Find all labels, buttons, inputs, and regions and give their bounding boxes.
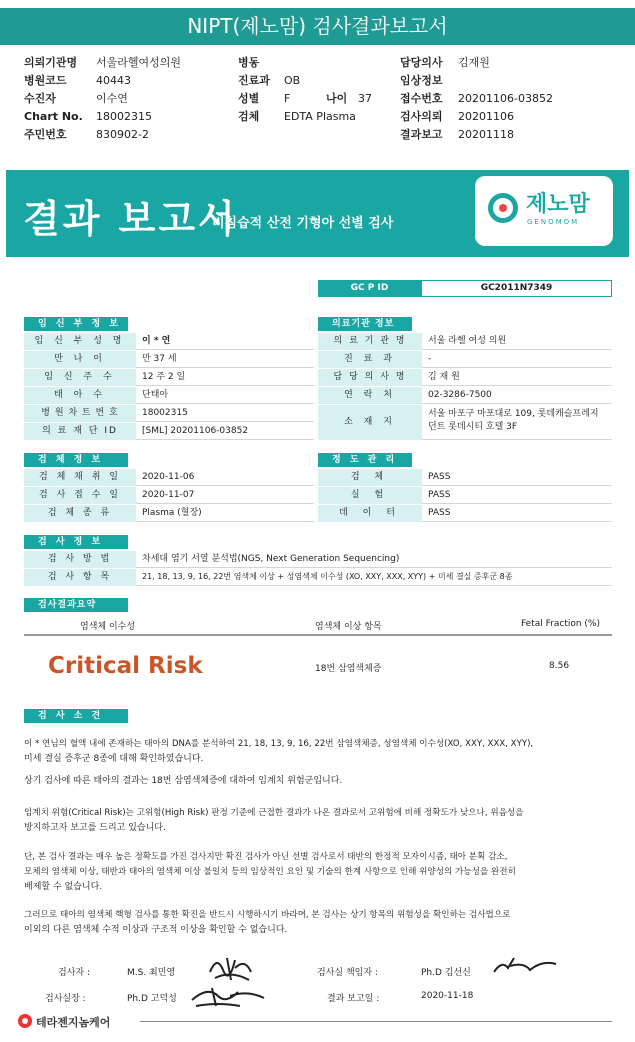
table-row — [318, 368, 612, 386]
address-line-1: 서울 마포구 마포대로 109, 롯데캐슬프레지 — [428, 409, 599, 419]
report-title: NIPT(제노맘) 검사결과보고서 — [0, 8, 635, 45]
address-line-2: 던트 롯데시티 호텔 3F — [428, 422, 518, 432]
summary-col-2: 염색체 이상 항목 — [315, 622, 382, 632]
row-value: 만 37 세 — [136, 350, 314, 368]
table-row — [318, 332, 612, 350]
table-row — [24, 332, 314, 350]
banner-subtitle: 비침습적 산전 기형아 선별 검사 — [212, 216, 394, 231]
id-label: 주민번호 — [24, 128, 67, 141]
logo-text: 제노맘 — [526, 192, 590, 217]
table-row — [24, 468, 314, 486]
request-value: 20201106 — [458, 110, 514, 123]
table-row — [318, 468, 612, 486]
finding-paragraph-5 — [24, 908, 614, 938]
test-section-title: 검 사 정 보 — [24, 535, 128, 549]
finding-line: 이 * 연님의 혈액 내에 존재하는 태아의 DNA를 분석하여 21, 18, 13, 9, 16, 22번 삼염색체증, 성염색체 이수성(XO, XXY, XXX, XYY), — [24, 739, 534, 749]
row-value: [SML] 20201106-03852 — [136, 422, 314, 440]
row-label: 검 체 채 취 일 — [24, 468, 136, 486]
test-table — [24, 550, 612, 586]
summary-col-3: Fetal Fraction (%) — [521, 619, 600, 629]
row-label: 임 신 주 수 — [24, 368, 136, 386]
dept-label: 진료과 — [238, 74, 270, 87]
specimen-value: EDTA Plasma — [284, 110, 356, 123]
row-value: 단태아 — [136, 386, 314, 404]
address-value — [422, 404, 612, 440]
row-value: PASS — [422, 504, 612, 522]
logo-subtext: GENOMOM — [527, 218, 580, 226]
row-label: 의 료 기 관 명 — [318, 332, 422, 350]
table-row — [318, 504, 612, 522]
row-value: PASS — [422, 486, 612, 504]
chart-label: Chart No. — [24, 110, 83, 123]
row-value: - — [422, 350, 612, 368]
receipt-label: 접수번호 — [400, 92, 443, 105]
row-value: 서울 라헬 여성 의원 — [422, 332, 612, 350]
report-date-label: 결과보고 — [400, 128, 443, 141]
patient-table — [24, 332, 314, 440]
patient-label: 수진자 — [24, 92, 56, 105]
clinic-table — [318, 332, 612, 440]
row-label: 소 재 지 — [318, 404, 422, 440]
age-label: 나이 — [326, 92, 348, 105]
table-row — [24, 486, 314, 504]
finding-line: 미세 결실 증후군 8종에 대해 확인하였습니다. — [24, 754, 204, 764]
logo-dot-icon — [499, 204, 507, 212]
table-row — [24, 550, 612, 568]
id-value: 830902-2 — [96, 128, 149, 141]
row-label: 진 료 과 — [318, 350, 422, 368]
header-col-3 — [400, 54, 553, 144]
row-value: 이 * 연 — [136, 332, 314, 350]
table-row — [24, 404, 314, 422]
abnormal-item: 18번 삼염색체증 — [315, 664, 382, 674]
row-label: 만 나 이 — [24, 350, 136, 368]
finding-paragraph-4 — [24, 850, 614, 895]
director-label: 검사실장 : — [45, 994, 86, 1004]
row-label: 검 사 방 법 — [24, 550, 136, 568]
hospital-label: 의뢰기관명 — [24, 56, 78, 69]
table-row — [24, 422, 314, 440]
table-row — [24, 504, 314, 522]
gcpid-value: GC2011N7349 — [421, 280, 612, 297]
responsible-label: 검사실 책임자 : — [317, 968, 378, 978]
row-value: 12 주 2 일 — [136, 368, 314, 386]
company-logo-dot-icon — [22, 1018, 28, 1024]
row-label: 태 아 수 — [24, 386, 136, 404]
row-label: 데 이 터 — [318, 504, 422, 522]
director-signature-icon — [188, 980, 268, 1014]
finding-paragraph-3 — [24, 806, 614, 836]
row-value: 2020-11-06 — [136, 468, 314, 486]
header-col-2 — [238, 54, 372, 126]
table-row — [24, 350, 314, 368]
table-row — [318, 404, 612, 440]
row-value: 18002315 — [136, 404, 314, 422]
specimen-label: 검체 — [238, 110, 260, 123]
company-name: 테라젠지놈케어 — [36, 1016, 111, 1029]
footer-divider — [140, 1021, 612, 1022]
row-label: 실 험 — [318, 486, 422, 504]
row-value: 02-3286-7500 — [422, 386, 612, 404]
table-row — [24, 568, 612, 586]
table-row — [24, 368, 314, 386]
header-col-1 — [24, 54, 181, 144]
summary-col-1: 염색체 이수성 — [80, 622, 136, 632]
sex-value: F — [284, 92, 291, 105]
clinical-label: 임상정보 — [400, 74, 443, 87]
specimen-section-title: 검 체 정 보 — [24, 453, 128, 467]
director-name: Ph.D 고덕성 — [127, 994, 177, 1004]
risk-result: Critical Risk — [48, 653, 203, 679]
table-row — [318, 386, 612, 404]
tester-name: M.S. 최민영 — [127, 968, 176, 978]
report-date-value: 20201118 — [458, 128, 514, 141]
row-label: 연 락 처 — [318, 386, 422, 404]
row-label: 병 원 차 트 번 호 — [24, 404, 136, 422]
clinic-section-title: 의료기관 정보 — [318, 317, 412, 331]
finding-line: 임계치 위험(Critical Risk)는 고위험(High Risk) 판정 기준에 근접한 결과가 나온 결과로서 고위험에 비해 정확도가 낮으나, 위음성을 — [24, 808, 524, 818]
responsible-name: Ph.D 김선신 — [421, 968, 471, 978]
patient-section-title: 임 신 부 정 보 — [24, 317, 128, 331]
row-label: 임 신 부 성 명 — [24, 332, 136, 350]
finding-paragraph-2: 상기 검사에 따른 태아의 결과는 18번 삼염색체증에 대하여 임계치 위험군입니다. — [24, 776, 343, 786]
findings-section-title: 검 사 소 견 — [24, 709, 128, 723]
row-label: 의 료 재 단 ID — [24, 422, 136, 440]
finding-line: 이외의 다른 염색체 수적 이상과 구조적 이상을 확인할 수 없습니다. — [24, 925, 288, 935]
doctor-value: 김재원 — [458, 56, 490, 69]
receipt-value: 20201106-03852 — [458, 92, 553, 105]
request-label: 검사의뢰 — [400, 110, 443, 123]
finding-line: 그러므로 태아의 염색체 핵형 검사를 통한 확진을 반드시 시행하시기 바라며, 본 검사는 상기 항목의 위험성을 확인하는 검사법으로 — [24, 910, 511, 920]
banner-title: 결과 보고서 — [23, 197, 238, 241]
report-date-label-footer: 결과 보고일 : — [327, 994, 380, 1004]
hospital-code-value: 40443 — [96, 74, 131, 87]
specimen-table — [24, 468, 314, 522]
row-value: 김 재 원 — [422, 368, 612, 386]
row-value: 차세대 염기 서열 분석법(NGS, Next Generation Sequencing) — [136, 550, 612, 568]
row-value: 2020-11-07 — [136, 486, 314, 504]
table-row — [318, 350, 612, 368]
table-row — [24, 386, 314, 404]
patient-value: 이수연 — [96, 92, 128, 105]
report-date-footer: 2020-11-18 — [421, 991, 474, 1001]
chart-value: 18002315 — [96, 110, 152, 123]
hospital-value: 서울라헬여성의원 — [96, 56, 182, 69]
fetal-fraction: 8.56 — [549, 661, 570, 671]
finding-line: 모체의 염색체 이상, 태반과 태아의 염색체 이상 불일치 등의 임상적인 요인 및 기술의 한계 사항으로 인해 위양성의 가능성을 완전히 — [24, 867, 516, 877]
finding-line: 방지하고자 보고를 드리고 있습니다. — [24, 823, 166, 833]
sex-label: 성별 — [238, 92, 260, 105]
dept-value: OB — [284, 74, 301, 87]
row-label: 담 당 의 사 명 — [318, 368, 422, 386]
finding-line: 배제할 수 없습니다. — [24, 882, 103, 892]
doctor-label: 담당의사 — [400, 56, 443, 69]
row-label: 검 체 종 류 — [24, 504, 136, 522]
qc-table — [318, 468, 612, 522]
age-value: 37 — [358, 92, 372, 105]
summary-section-title: 검사결과요약 — [24, 598, 128, 612]
row-label: 검 사 접 수 일 — [24, 486, 136, 504]
gcpid-label: GC P ID — [318, 280, 421, 297]
table-row — [318, 486, 612, 504]
responsible-signature-icon — [490, 952, 560, 982]
qc-section-title: 정 도 관 리 — [318, 453, 412, 467]
row-value: 21, 18, 13, 9, 16, 22번 염색체 이상 + 성염색체 이수성 (XO, XXY, XXX, XYY) + 미세 결실 증후군 8종 — [136, 568, 612, 586]
tester-label: 검사자 : — [58, 968, 90, 978]
row-label: 검 사 항 목 — [24, 568, 136, 586]
row-value: PASS — [422, 468, 612, 486]
row-value: Plasma (혈장) — [136, 504, 314, 522]
finding-line: 단, 본 검사 결과는 매우 높은 정확도를 가진 검사지만 확진 검사가 아닌 선별 검사로서 태반의 한정적 모자이시즘, 태아 분획 감소, — [24, 852, 508, 862]
row-label: 검 체 — [318, 468, 422, 486]
hospital-code-label: 병원코드 — [24, 74, 67, 87]
finding-paragraph-1 — [24, 737, 614, 767]
ward-label: 병동 — [238, 56, 260, 69]
